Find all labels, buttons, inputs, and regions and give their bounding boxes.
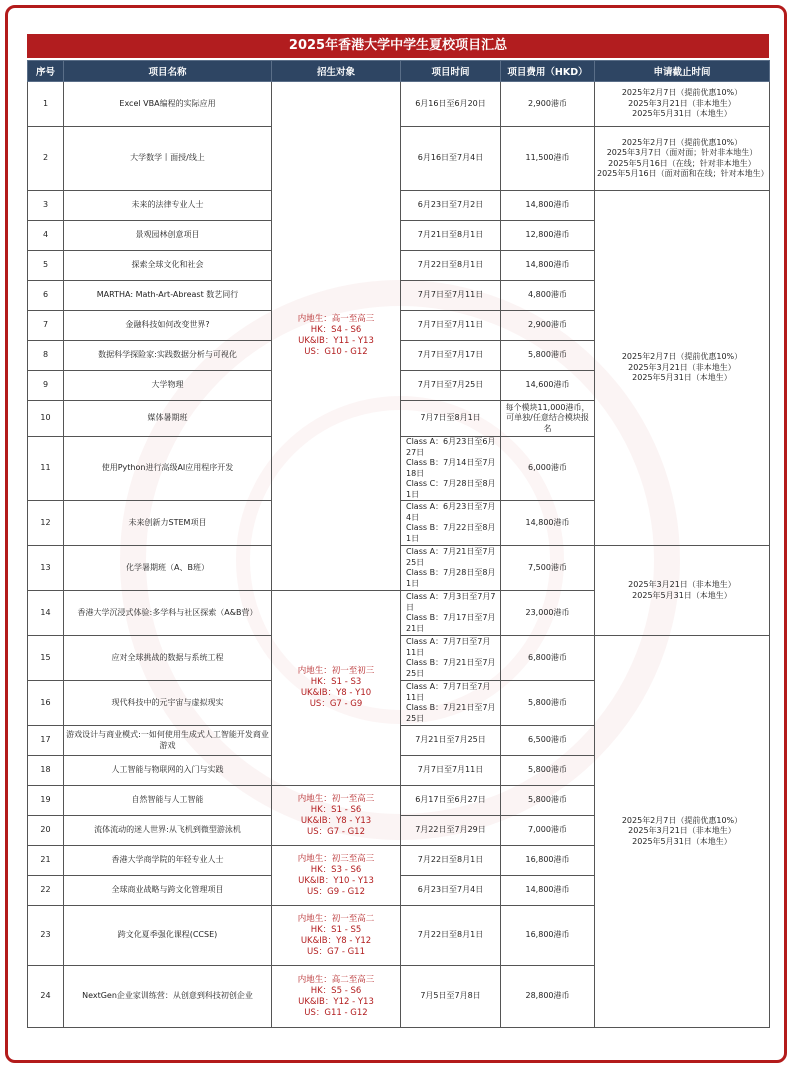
row-number: 22 bbox=[28, 876, 64, 906]
program-name: 金融科技如何改变世界? bbox=[64, 311, 272, 341]
program-time bbox=[401, 636, 501, 681]
audience-cell-line: UK&IB：Y8 - Y10 bbox=[300, 688, 372, 698]
program-time: 7月22日至8月1日 bbox=[401, 846, 501, 876]
deadline-cell-line: 2025年5月16日（在线；针对非本地生） bbox=[608, 158, 756, 168]
audience-cell-line: US：G9 - G12 bbox=[307, 886, 365, 897]
program-time: 7月21日至8月1日 bbox=[401, 221, 501, 251]
audience-cell-line: HK：S1 - S3 bbox=[310, 677, 362, 687]
program-fee: 12,800港币 bbox=[501, 221, 595, 251]
row-number: 6 bbox=[28, 281, 64, 311]
program-fee: 4,800港币 bbox=[501, 281, 595, 311]
program-fee: 14,800港币 bbox=[501, 876, 595, 906]
deadline-cell-line: 2025年3月21日（非本地生） bbox=[628, 826, 736, 836]
program-time-line: Class A：6月23日至6月27日 bbox=[406, 437, 496, 457]
program-time: 6月23日至7月2日 bbox=[401, 191, 501, 221]
deadline-cell-line: 2025年3月21日（非本地生） bbox=[628, 580, 736, 589]
deadline-cell-line: 2025年2月7日（提前优惠10%） bbox=[621, 88, 743, 98]
row-number: 23 bbox=[28, 906, 64, 966]
row-number: 10 bbox=[28, 401, 64, 437]
program-fee: 23,000港币 bbox=[501, 591, 595, 636]
deadline-cell-line: 2025年3月21日（非本地生） bbox=[628, 362, 736, 372]
deadline-cell-line: 2025年2月7日（提前优惠10%） bbox=[621, 137, 743, 147]
program-fee: 5,800港币 bbox=[501, 756, 595, 786]
program-time: 7月7日至7月25日 bbox=[401, 371, 501, 401]
program-time: 7月7日至7月11日 bbox=[401, 311, 501, 341]
audience-cell-line: UK&IB：Y8 - Y13 bbox=[300, 815, 372, 826]
program-fee: 5,800港币 bbox=[501, 681, 595, 726]
program-fee: 5,800港币 bbox=[501, 341, 595, 371]
row-number: 19 bbox=[28, 786, 64, 816]
program-fee: 14,800港币 bbox=[501, 251, 595, 281]
program-name: MARTHA: Math-Art-Abreast 数艺同行 bbox=[64, 281, 272, 311]
audience-cell-line: 内地生：初一至高三 bbox=[297, 793, 375, 804]
row-number: 13 bbox=[28, 546, 64, 591]
row-number: 1 bbox=[28, 82, 64, 127]
deadline-cell bbox=[595, 191, 770, 546]
program-time: 6月17日至6月27日 bbox=[401, 786, 501, 816]
program-name: 全球商业战略与跨文化管理项目 bbox=[64, 876, 272, 906]
audience-cell-line: US：G7 - G9 bbox=[309, 699, 363, 709]
audience-cell bbox=[272, 846, 401, 906]
program-fee: 2,900港币 bbox=[501, 311, 595, 341]
audience-cell-line: HK：S1 - S6 bbox=[310, 804, 362, 815]
program-name: 化学暑期班（A、B班） bbox=[64, 546, 272, 591]
program-fee: 14,800港币 bbox=[501, 501, 595, 546]
program-fee: 2,900港币 bbox=[501, 82, 595, 127]
header-time: 项目时间 bbox=[401, 61, 501, 82]
program-time: 7月5日至7月8日 bbox=[401, 966, 501, 1028]
program-time: 6月16日至6月20日 bbox=[401, 82, 501, 127]
deadline-cell-line: 2025年2月7日（提前优惠10%） bbox=[621, 352, 743, 362]
deadline-cell-line: 2025年3月21日（非本地生） bbox=[628, 98, 736, 108]
deadline-cell-line: 2025年2月7日（提前优惠10%） bbox=[621, 815, 743, 825]
row-number: 17 bbox=[28, 726, 64, 756]
program-name: 未来的法律专业人士 bbox=[64, 191, 272, 221]
program-time: 7月22日至8月1日 bbox=[401, 251, 501, 281]
deadline-cell-line: 2025年5月31日（本地生） bbox=[632, 109, 732, 119]
program-fee: 16,800港币 bbox=[501, 846, 595, 876]
header-row bbox=[28, 61, 770, 82]
row-number: 15 bbox=[28, 636, 64, 681]
program-time-line: Class C：7月28日至8月1日 bbox=[406, 479, 496, 499]
audience-cell-line: UK&IB：Y10 - Y13 bbox=[298, 875, 374, 886]
program-name: 媒体暑期班 bbox=[64, 401, 272, 437]
program-time-line: Class A：7月7日至7月11日 bbox=[406, 637, 491, 657]
program-fee: 7,500港币 bbox=[501, 546, 595, 591]
audience-cell-line: US：G7 - G11 bbox=[307, 946, 365, 957]
program-name: NextGen企业家训练营：从创意到科技初创企业 bbox=[64, 966, 272, 1028]
program-name: 大学物理 bbox=[64, 371, 272, 401]
deadline-cell-line: 2025年5月31日（本地生） bbox=[632, 836, 732, 846]
program-time-line: Class B：7月22日至8月1日 bbox=[406, 523, 496, 543]
deadline-cell bbox=[595, 127, 770, 191]
program-fee: 28,800港币 bbox=[501, 966, 595, 1028]
audience-cell-line: 内地生：初一至高二 bbox=[297, 913, 375, 924]
program-time: 7月7日至7月17日 bbox=[401, 341, 501, 371]
summer-program-table bbox=[27, 60, 770, 1028]
row-number: 21 bbox=[28, 846, 64, 876]
header-audience: 招生对象 bbox=[272, 61, 401, 82]
row-number: 11 bbox=[28, 437, 64, 501]
audience-cell-line: HK：S4 - S6 bbox=[310, 325, 362, 335]
row-number: 4 bbox=[28, 221, 64, 251]
program-time-line: Class A：6月23日至7月4日 bbox=[406, 502, 496, 522]
program-name: 现代科技中的元宇宙与虚拟现实 bbox=[64, 681, 272, 726]
program-name: 人工智能与物联网的入门与实践 bbox=[64, 756, 272, 786]
audience-cell-line: UK&IB：Y12 - Y13 bbox=[298, 996, 374, 1007]
deadline-cell-line: 2025年5月31日（本地生） bbox=[632, 373, 732, 383]
audience-cell-line: UK&IB：Y11 - Y13 bbox=[298, 336, 374, 346]
program-time-line: Class B：7月21日至7月25日 bbox=[406, 658, 496, 678]
program-fee: 6,000港币 bbox=[501, 437, 595, 501]
deadline-cell bbox=[595, 636, 770, 1028]
row-number: 12 bbox=[28, 501, 64, 546]
program-fee: 5,800港币 bbox=[501, 786, 595, 816]
program-fee: 6,800港币 bbox=[501, 636, 595, 681]
audience-cell bbox=[272, 966, 401, 1028]
program-fee: 7,000港币 bbox=[501, 816, 595, 846]
audience-cell bbox=[272, 786, 401, 846]
program-fee: 每个模块11,000港币，可单独/任意结合模块报名 bbox=[501, 401, 595, 437]
program-name: 数据科学探险家:实践数据分析与可视化 bbox=[64, 341, 272, 371]
row-number: 18 bbox=[28, 756, 64, 786]
program-name: 应对全球挑战的数据与系统工程 bbox=[64, 636, 272, 681]
program-fee: 6,500港币 bbox=[501, 726, 595, 756]
program-time bbox=[401, 546, 501, 591]
audience-cell-line: US：G11 - G12 bbox=[304, 1007, 368, 1018]
program-name: 大学数学丨面授/线上 bbox=[64, 127, 272, 191]
program-time bbox=[401, 681, 501, 726]
row-number: 2 bbox=[28, 127, 64, 191]
program-time: 6月16日至7月4日 bbox=[401, 127, 501, 191]
row-number: 20 bbox=[28, 816, 64, 846]
program-time: 7月7日至8月1日 bbox=[401, 401, 501, 437]
program-name: 使用Python进行高级AI应用程序开发 bbox=[64, 437, 272, 501]
audience-cell-line: HK：S1 - S5 bbox=[310, 924, 362, 935]
table-title: 2025年香港大学中学生夏校项目汇总 bbox=[27, 34, 769, 58]
program-name: 探索全球文化和社会 bbox=[64, 251, 272, 281]
audience-cell-line: 内地生：初三至高三 bbox=[297, 853, 375, 864]
program-name: 跨文化夏季强化课程(CCSE) bbox=[64, 906, 272, 966]
program-time-line: Class B：7月28日至8月1日 bbox=[406, 568, 496, 588]
audience-cell-line: HK：S3 - S6 bbox=[310, 864, 362, 875]
program-name: 未来创新力STEM项目 bbox=[64, 501, 272, 546]
row-number: 16 bbox=[28, 681, 64, 726]
row-number: 3 bbox=[28, 191, 64, 221]
program-fee: 14,800港币 bbox=[501, 191, 595, 221]
program-fee: 14,600港币 bbox=[501, 371, 595, 401]
program-time-line: Class B：7月14日至7月18日 bbox=[406, 458, 496, 478]
program-time-line: Class A：7月3日至7月7日 bbox=[406, 592, 496, 612]
audience-cell-line: UK&IB：Y8 - Y12 bbox=[300, 935, 372, 946]
row-number: 5 bbox=[28, 251, 64, 281]
program-time-line: Class B：7月17日至7月21日 bbox=[406, 613, 496, 633]
audience-cell-line: 内地生：初一至初三 bbox=[297, 666, 375, 676]
program-name: 自然智能与人工智能 bbox=[64, 786, 272, 816]
row-number: 24 bbox=[28, 966, 64, 1028]
header-deadline: 申请截止时间 bbox=[595, 61, 770, 82]
program-name: 景观园林创意项目 bbox=[64, 221, 272, 251]
program-time: 7月7日至7月11日 bbox=[401, 756, 501, 786]
audience-cell-line: 内地生：高二至高三 bbox=[297, 974, 375, 985]
program-time-line: Class B：7月21日至7月25日 bbox=[406, 703, 496, 723]
program-name: 游戏设计与商业模式:一如何使用生成式人工智能开发商业游戏 bbox=[64, 726, 272, 756]
header-fee: 项目费用（HKD） bbox=[501, 61, 595, 82]
deadline-cell-line: 2025年3月7日（面对面；针对非本地生） bbox=[606, 148, 758, 157]
deadline-cell bbox=[595, 82, 770, 127]
row-number: 7 bbox=[28, 311, 64, 341]
deadline-cell-line: 2025年5月16日（面对面和在线；针对本地生） bbox=[597, 169, 769, 178]
program-time bbox=[401, 437, 501, 501]
deadline-cell-line: 2025年5月31日（本地生） bbox=[632, 590, 732, 600]
row-number: 9 bbox=[28, 371, 64, 401]
program-time bbox=[401, 501, 501, 546]
header-no: 序号 bbox=[28, 61, 64, 82]
row-number: 14 bbox=[28, 591, 64, 636]
audience-cell-line: HK：S5 - S6 bbox=[310, 985, 362, 996]
program-time: 7月22日至7月29日 bbox=[401, 816, 501, 846]
row-number: 8 bbox=[28, 341, 64, 371]
program-time bbox=[401, 591, 501, 636]
program-name: 流体流动的迷人世界:从飞机到微型游泳机 bbox=[64, 816, 272, 846]
program-time-line: Class A：7月21日至7月25日 bbox=[406, 547, 496, 567]
program-time: 7月21日至7月25日 bbox=[401, 726, 501, 756]
header-name: 项目名称 bbox=[64, 61, 272, 82]
audience-cell-line: 内地生：高一至高三 bbox=[297, 314, 375, 324]
program-time-line: Class A：7月7日至7月11日 bbox=[406, 682, 491, 702]
audience-cell-line: US：G10 - G12 bbox=[304, 347, 368, 357]
audience-cell-line: US：G7 - G12 bbox=[307, 826, 365, 837]
program-time: 7月22日至8月1日 bbox=[401, 906, 501, 966]
deadline-cell bbox=[595, 546, 770, 636]
program-name: 香港大学沉浸式体验:多学科与社区探索（A&B营） bbox=[64, 591, 272, 636]
program-fee: 11,500港币 bbox=[501, 127, 595, 191]
program-time: 7月7日至7月11日 bbox=[401, 281, 501, 311]
audience-cell bbox=[272, 591, 401, 786]
table-row bbox=[28, 82, 770, 127]
program-name: 香港大学商学院的年轻专业人士 bbox=[64, 846, 272, 876]
program-time: 6月23日至7月4日 bbox=[401, 876, 501, 906]
program-fee: 16,800港币 bbox=[501, 906, 595, 966]
program-name: Excel VBA编程的实际应用 bbox=[64, 82, 272, 127]
audience-cell bbox=[272, 82, 401, 591]
audience-cell bbox=[272, 906, 401, 966]
